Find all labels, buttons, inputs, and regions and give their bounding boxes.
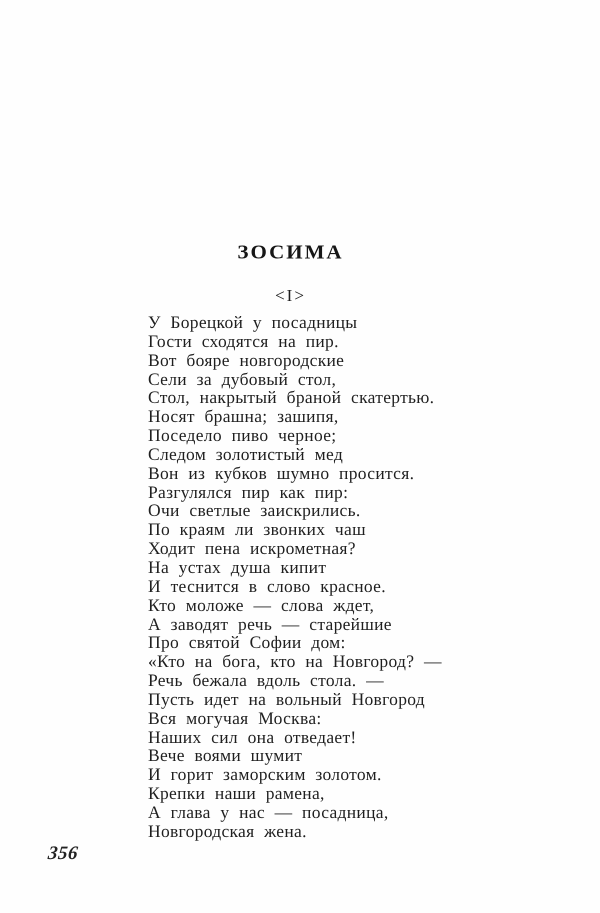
poem-line: А глава у нас — посадница, xyxy=(148,801,389,822)
poem-line: У Борецкой у посадницы xyxy=(148,312,358,332)
poem-line: Сели за дубовый стол, xyxy=(148,368,337,389)
poem-line: Пусть идет на вольный Новгород xyxy=(148,688,426,709)
poem-line: Наших сил она отведает! xyxy=(148,726,357,747)
poem-line: Ходит пена искрометная? xyxy=(148,538,356,559)
poem-line: Гости сходятся на пир. xyxy=(148,330,339,351)
poem-line: А заводят речь — старейшие xyxy=(148,613,392,634)
page-number: 356 xyxy=(46,843,80,864)
poem-line: Очи светлые заискрились. xyxy=(148,500,361,521)
poem-line: Поседело пиво черное; xyxy=(148,425,337,446)
poem-line: И теснится в слово красное. xyxy=(148,575,386,596)
poem-line: Стол, накрытый браной скатертью. xyxy=(148,387,435,408)
poem-line: Крепки наши рамена, xyxy=(148,783,325,804)
poem-line: Разгулялся пир как пир: xyxy=(148,481,349,502)
poem-line: Новгородская жена. xyxy=(148,820,307,841)
section-marker: <I> xyxy=(275,286,306,305)
poem-line: «Кто на бога, кто на Новгород? — xyxy=(148,651,442,672)
poem-line: Речь бежала вдоль стола. — xyxy=(148,670,384,691)
poem-line: Вся могучая Москва: xyxy=(148,707,322,728)
poem-line: По краям ли звонких чаш xyxy=(148,519,366,540)
poem-line: Вон из кубков шумно просится. xyxy=(148,462,415,483)
poem-line: На устах душа кипит xyxy=(148,556,327,577)
poem-line: Вот бояре новгородские xyxy=(148,349,345,370)
poem-line: И горит заморским золотом. xyxy=(148,764,382,785)
poem-line: Следом золотистый мед xyxy=(148,443,344,464)
poem-line: Вече воями шумит xyxy=(148,745,303,766)
poem-line: Носят брашна; зашипя, xyxy=(148,406,339,427)
poem-body xyxy=(148,313,568,841)
poem-line: Про святой Софии дом: xyxy=(148,632,346,653)
poem-title: ЗОСИМА xyxy=(237,240,344,264)
poem-line: Кто моложе — слова ждет, xyxy=(148,594,375,615)
